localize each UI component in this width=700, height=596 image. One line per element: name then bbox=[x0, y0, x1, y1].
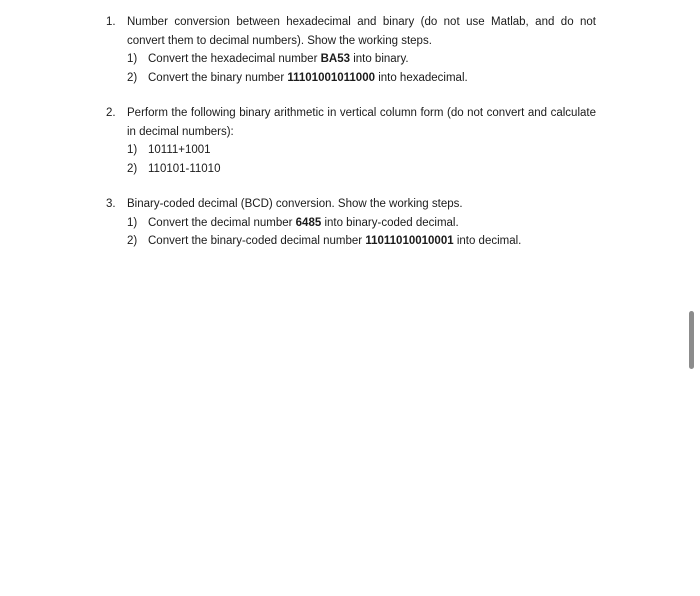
item-number: 2) bbox=[127, 162, 138, 175]
item-number: 2) bbox=[127, 71, 138, 84]
question-3-item-2 bbox=[106, 232, 596, 251]
item-text: Convert the hexadecimal number BA53 into binary. bbox=[148, 53, 409, 65]
question-1-item-1 bbox=[106, 50, 596, 69]
question-1-item-2 bbox=[106, 69, 596, 88]
item-text: Convert the decimal number 6485 into binary-coded decimal. bbox=[148, 216, 459, 229]
item-number: 1) bbox=[127, 53, 138, 65]
item-number: 2) bbox=[127, 235, 138, 247]
item-text: 10111+1001 bbox=[148, 144, 211, 156]
question-3-prompt bbox=[106, 195, 596, 214]
question-number: 2. bbox=[106, 107, 116, 119]
question-2-item-2 bbox=[106, 160, 596, 179]
question-2-prompt bbox=[106, 104, 596, 141]
item-text: Convert the binary-coded decimal number 11011010010001 into decimal. bbox=[148, 235, 522, 247]
item-number: 1) bbox=[127, 144, 138, 156]
question-text: Binary-coded decimal (BCD) conversion. Show the working steps. bbox=[127, 198, 463, 210]
question-2 bbox=[106, 104, 596, 178]
question-number: 3. bbox=[106, 198, 116, 210]
question-number: 1. bbox=[106, 16, 116, 28]
item-value: 11101001011000 bbox=[287, 71, 375, 84]
question-1 bbox=[106, 13, 596, 87]
item-value: BA53 bbox=[320, 53, 350, 65]
question-text: Perform the following binary arithmetic in vertical column form (do not convert and calculate in decimal numbers): bbox=[127, 107, 596, 138]
question-2-item-1 bbox=[106, 141, 596, 160]
question-3 bbox=[106, 195, 596, 251]
item-number: 1) bbox=[127, 216, 138, 229]
item-value: 11011010010001 bbox=[365, 235, 454, 247]
question-text: Number conversion between hexadecimal and binary (do not use Matlab, and do not convert them to decimal numbers). Show the working steps. bbox=[127, 16, 596, 47]
item-value: 6485 bbox=[295, 216, 322, 229]
item-text: 110101-11010 bbox=[148, 162, 221, 175]
item-text: Convert the binary number 11101001011000 into hexadecimal. bbox=[148, 71, 468, 84]
question-3-item-1 bbox=[106, 214, 596, 233]
vertical-scrollbar[interactable] bbox=[689, 311, 694, 369]
question-1-prompt bbox=[106, 13, 596, 50]
